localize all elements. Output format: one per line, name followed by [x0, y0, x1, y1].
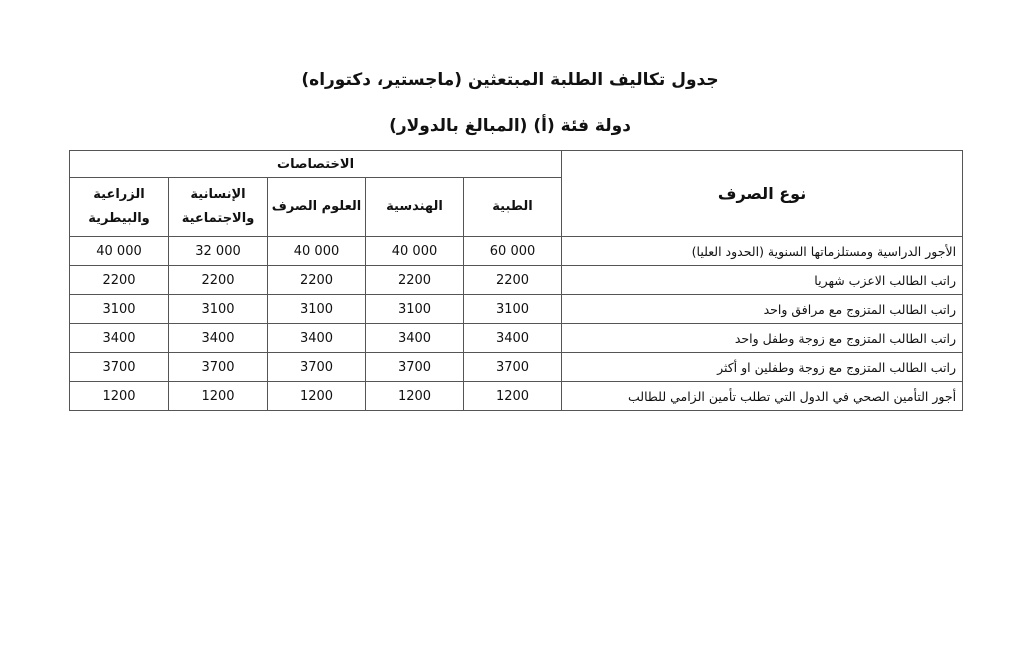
- document-title: جدول تكاليف الطلبة المبتعثين (ماجستير، دكتوراه): [301, 70, 719, 90]
- cell-medical: 1200: [464, 382, 562, 411]
- cell-agriculture: 3100: [70, 295, 169, 324]
- cell-medical: 3400: [464, 324, 562, 353]
- cell-agriculture: 1200: [70, 382, 169, 411]
- cell-applied-sciences: 1200: [268, 382, 366, 411]
- cell-applied-sciences: 2200: [268, 266, 366, 295]
- cell-applied-sciences: 3400: [268, 324, 366, 353]
- row-label: أجور التأمين الصحي في الدول التي تطلب تأمين الزامي للطالب: [562, 382, 963, 411]
- cell-humanities: 32 000: [169, 237, 268, 266]
- cell-humanities: 3400: [169, 324, 268, 353]
- table-row: [70, 353, 963, 382]
- cell-medical: 60 000: [464, 237, 562, 266]
- row-label: راتب الطالب المتزوج مع زوجة وطفل واحد: [562, 324, 963, 353]
- cell-humanities: 3100: [169, 295, 268, 324]
- cell-engineering: 3100: [366, 295, 464, 324]
- cell-applied-sciences: 40 000: [268, 237, 366, 266]
- cell-engineering: 3400: [366, 324, 464, 353]
- cell-agriculture: 40 000: [70, 237, 169, 266]
- table-header-row-1: [70, 151, 963, 178]
- table-row: [70, 237, 963, 266]
- category-agriculture-header: الزراعية والبيطرية: [70, 178, 169, 237]
- cell-agriculture: 3400: [70, 324, 169, 353]
- cell-engineering: 3700: [366, 353, 464, 382]
- cell-medical: 3700: [464, 353, 562, 382]
- category-applied-sciences-header: العلوم الصرف: [268, 178, 366, 237]
- cell-engineering: 2200: [366, 266, 464, 295]
- cell-medical: 3100: [464, 295, 562, 324]
- cell-medical: 2200: [464, 266, 562, 295]
- row-label: راتب الطالب المتزوج مع زوجة وطفلين او أكثر: [562, 353, 963, 382]
- cell-agriculture: 2200: [70, 266, 169, 295]
- expense-type-header: نوع الصرف: [562, 151, 963, 237]
- cell-applied-sciences: 3100: [268, 295, 366, 324]
- table-row: [70, 295, 963, 324]
- cell-engineering: 40 000: [366, 237, 464, 266]
- table-row: [70, 266, 963, 295]
- category-engineering-header: الهندسية: [366, 178, 464, 237]
- row-label: راتب الطالب الاعزب شهريا: [562, 266, 963, 295]
- cell-humanities: 3700: [169, 353, 268, 382]
- cell-humanities: 2200: [169, 266, 268, 295]
- document-subtitle: دولة فئة (أ) (المبالغ بالدولار): [389, 116, 631, 136]
- category-humanities-header: الإنسانية والاجتماعية: [169, 178, 268, 237]
- cell-humanities: 1200: [169, 382, 268, 411]
- table-row: [70, 324, 963, 353]
- category-medical-header: الطبية: [464, 178, 562, 237]
- row-label: الأجور الدراسية ومستلزماتها السنوية (الحدود العليا): [562, 237, 963, 266]
- cell-engineering: 1200: [366, 382, 464, 411]
- costs-table: [69, 150, 963, 411]
- cell-applied-sciences: 3700: [268, 353, 366, 382]
- cell-agriculture: 3700: [70, 353, 169, 382]
- table-row: [70, 382, 963, 411]
- specializations-header: الاختصاصات: [70, 151, 562, 178]
- row-label: راتب الطالب المتزوج مع مرافق واحد: [562, 295, 963, 324]
